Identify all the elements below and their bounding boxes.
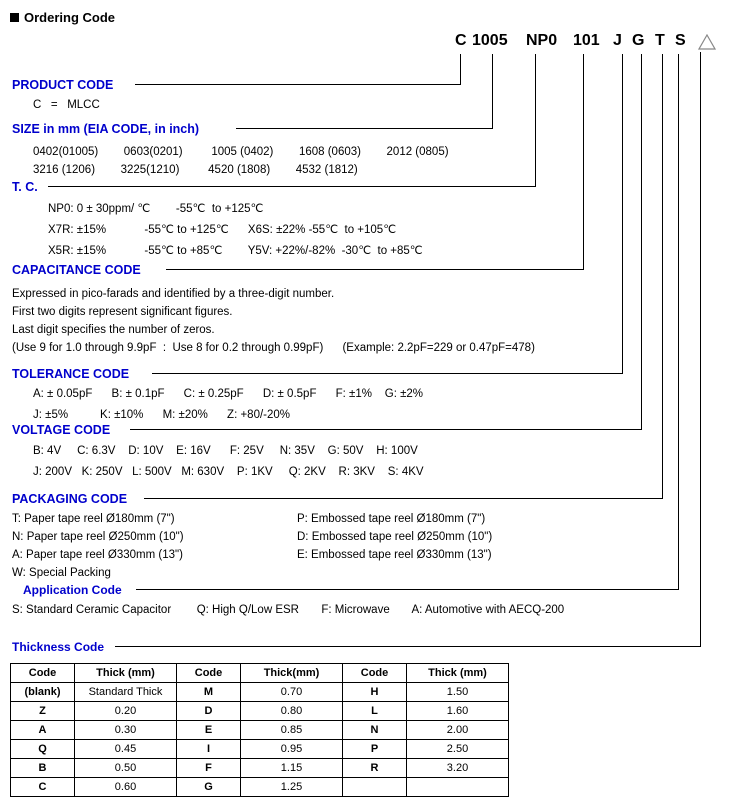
cell-code: (blank)	[11, 683, 75, 702]
section-title-voltage: VOLTAGE CODE	[12, 423, 111, 437]
col-header-thick-1: Thick (mm)	[75, 664, 177, 683]
tolerance-line-2: J: ±5% K: ±10% M: ±20% Z: +80/-20%	[33, 409, 291, 421]
cell-thick: 1.50	[407, 683, 509, 702]
cell-code: P	[343, 740, 407, 759]
cell-code: D	[177, 702, 241, 721]
tc-line-2: X7R: ±15% -55℃ to +125℃ X6S: ±22% -55℃ to +105℃	[48, 224, 397, 236]
leader-line-product-v	[460, 54, 461, 84]
cell-code: R	[343, 759, 407, 778]
leader-line-packaging-v	[662, 54, 663, 498]
table-row	[11, 759, 509, 778]
leader-line-product-h	[135, 84, 461, 85]
table-row	[11, 702, 509, 721]
voltage-line-2: J: 200V K: 250V L: 500V M: 630V P: 1KV Q: 2KV R: 3KV S: 4KV	[33, 466, 424, 478]
cell-code: M	[177, 683, 241, 702]
cell-thick: 0.50	[75, 759, 177, 778]
cell-thick: 0.60	[75, 778, 177, 797]
packaging-left-4: W: Special Packing	[12, 567, 111, 579]
leader-line-capacitance-v	[583, 54, 584, 269]
cell-thick: 0.30	[75, 721, 177, 740]
col-header-thick-2: Thick(mm)	[241, 664, 343, 683]
code-string	[455, 32, 725, 54]
page-title-label: Ordering Code	[24, 10, 116, 25]
section-title-application: Application Code	[23, 583, 122, 597]
cell-thick: 1.25	[241, 778, 343, 797]
leader-line-tolerance-v	[622, 54, 623, 373]
cell-thick: 0.20	[75, 702, 177, 721]
leader-line-voltage-v	[641, 54, 642, 429]
code-part-product: C	[455, 32, 467, 49]
cell-code: Q	[11, 740, 75, 759]
voltage-line-1: B: 4V C: 6.3V D: 10V E: 16V F: 25V N: 35V G: 50V H: 100V	[33, 445, 418, 457]
leader-line-tolerance-h	[152, 373, 623, 374]
code-part-tolerance: J	[613, 32, 622, 49]
product-code-line-1: C = MLCC	[33, 99, 100, 111]
cell-thick: 0.45	[75, 740, 177, 759]
section-title-size: SIZE in mm (EIA CODE, in inch)	[12, 122, 200, 136]
cell-code: Z	[11, 702, 75, 721]
cell-code: E	[177, 721, 241, 740]
size-line-1: 0402(01005) 0603(0201) 1005 (0402) 1608 (0603) 2012 (0805)	[33, 146, 449, 158]
table-row	[11, 740, 509, 759]
leader-line-voltage-h	[130, 429, 642, 430]
cell-thick: 0.85	[241, 721, 343, 740]
tc-line-1: NP0: 0 ± 30ppm/ ℃ -55℃ to +125℃	[48, 203, 264, 215]
cell-thick: 3.20	[407, 759, 509, 778]
leader-line-size-h	[236, 128, 493, 129]
code-part-tc: NP0	[526, 32, 558, 49]
packaging-left-1: T: Paper tape reel Ø180mm (7")	[12, 513, 175, 525]
cell-thick: 1.60	[407, 702, 509, 721]
cell-thick: 2.50	[407, 740, 509, 759]
cell-code: I	[177, 740, 241, 759]
section-title-product-code: PRODUCT CODE	[12, 78, 114, 92]
table-row	[11, 778, 509, 797]
tolerance-line-1: A: ± 0.05pF B: ± 0.1pF C: ± 0.25pF D: ± 0.5pF F: ±1% G: ±2%	[33, 388, 424, 400]
col-header-code-1: Code	[11, 664, 75, 683]
cell-code	[343, 778, 407, 797]
code-part-size: 1005	[472, 32, 508, 49]
thickness-code-table	[10, 663, 509, 797]
section-title-thickness: Thickness Code	[12, 640, 105, 654]
capacitance-line-1: Expressed in pico-farads and identified by a three-digit number.	[12, 288, 335, 300]
cell-code: H	[343, 683, 407, 702]
table-header-row	[11, 664, 509, 683]
col-header-code-2: Code	[177, 664, 241, 683]
code-part-packaging: T	[655, 32, 665, 49]
section-title-tc: T. C.	[12, 180, 38, 194]
cell-thick: 0.95	[241, 740, 343, 759]
page-title	[10, 10, 115, 25]
leader-line-application-v	[678, 54, 679, 589]
code-part-capacitance: 101	[573, 32, 600, 49]
section-title-packaging: PACKAGING CODE	[12, 492, 128, 506]
capacitance-line-3: Last digit specifies the number of zeros.	[12, 324, 215, 336]
cell-thick: 0.70	[241, 683, 343, 702]
cell-code: G	[177, 778, 241, 797]
cell-thick: 0.80	[241, 702, 343, 721]
leader-line-thickness-h	[115, 646, 701, 647]
cell-thick: 2.00	[407, 721, 509, 740]
packaging-left-3: A: Paper tape reel Ø330mm (13")	[12, 549, 183, 561]
code-part-application: S	[675, 32, 686, 49]
table-row	[11, 683, 509, 702]
section-title-capacitance: CAPACITANCE CODE	[12, 263, 141, 277]
table-row	[11, 721, 509, 740]
leader-line-size-v	[492, 54, 493, 128]
cell-code: L	[343, 702, 407, 721]
thickness-marker-triangle-icon	[690, 34, 706, 48]
cell-code: N	[343, 721, 407, 740]
cell-thick	[407, 778, 509, 797]
cell-code: A	[11, 721, 75, 740]
packaging-right-2: D: Embossed tape reel Ø250mm (10")	[297, 531, 493, 543]
cell-code: C	[11, 778, 75, 797]
packaging-right-1: P: Embossed tape reel Ø180mm (7")	[297, 513, 486, 525]
tc-line-3: X5R: ±15% -55℃ to +85℃ Y5V: +22%/-82% -30℃ to +85℃	[48, 245, 423, 257]
col-header-thick-3: Thick (mm)	[407, 664, 509, 683]
col-header-code-3: Code	[343, 664, 407, 683]
application-line-1: S: Standard Ceramic Capacitor Q: High Q/Low ESR F: Microwave A: Automotive with AECQ-200	[12, 604, 565, 616]
leader-line-capacitance-h	[166, 269, 584, 270]
packaging-right-3: E: Embossed tape reel Ø330mm (13")	[297, 549, 492, 561]
capacitance-line-4: (Use 9 for 1.0 through 9.9pF : Use 8 for 0.2 through 0.99pF) (Example: 2.2pF=229 or 0.47pF=478)	[12, 342, 535, 354]
packaging-left-2: N: Paper tape reel Ø250mm (10")	[12, 531, 184, 543]
cell-thick: Standard Thick	[75, 683, 177, 702]
size-line-2: 3216 (1206) 3225(1210) 4520 (1808) 4532 (1812)	[33, 164, 358, 176]
leader-line-tc-v	[535, 54, 536, 186]
leader-line-application-h	[136, 589, 679, 590]
code-part-voltage: G	[632, 32, 645, 49]
capacitance-line-2: First two digits represent significant figures.	[12, 306, 233, 318]
cell-code: B	[11, 759, 75, 778]
cell-code: F	[177, 759, 241, 778]
section-title-tolerance: TOLERANCE CODE	[12, 367, 130, 381]
cell-thick: 1.15	[241, 759, 343, 778]
leader-line-tc-h	[48, 186, 536, 187]
leader-line-packaging-h	[144, 498, 663, 499]
bullet-square-icon	[10, 13, 19, 22]
leader-line-thickness-v	[700, 52, 701, 646]
